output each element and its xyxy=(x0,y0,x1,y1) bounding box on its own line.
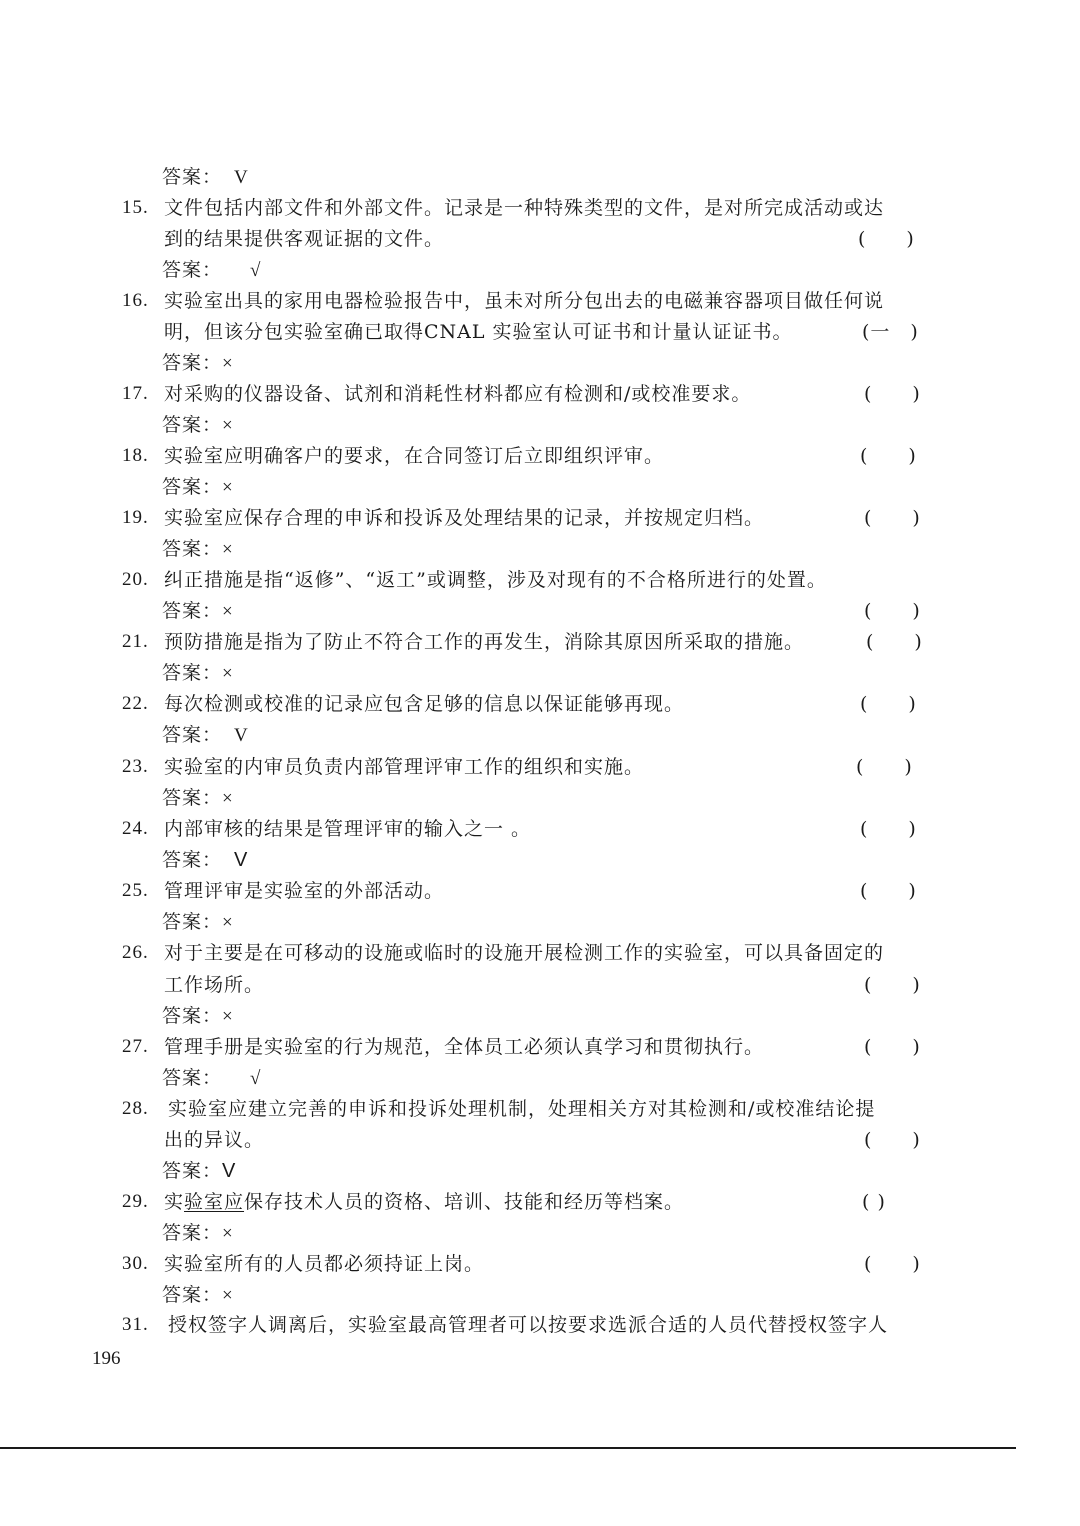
answer-22 xyxy=(162,722,249,749)
answer-26 xyxy=(162,1003,234,1030)
answer-label: 答案： xyxy=(162,1284,223,1306)
answer-mark: √ xyxy=(250,260,262,281)
question-number: 23. xyxy=(122,756,149,777)
answer-29 xyxy=(162,1220,234,1247)
answer-blank: ( ) xyxy=(860,693,917,715)
question-number: 30. xyxy=(122,1253,149,1274)
answer-label: 答案： xyxy=(162,166,223,188)
answer-label: 答案： xyxy=(162,259,223,281)
answer-blank: ( ) xyxy=(862,1191,886,1213)
answer-blank: ( ) xyxy=(864,1253,921,1275)
question-text: 实验室所有的人员都必须持证上岗。 xyxy=(164,1253,485,1275)
question-number: 18. xyxy=(122,445,149,466)
answer-mark: × xyxy=(222,912,234,933)
question-text: 实验室应建立完善的申诉和投诉处理机制，处理相关方对其检测和/或校准结论提 xyxy=(168,1098,876,1120)
answer-mark: × xyxy=(222,1006,234,1027)
question-number: 29. xyxy=(122,1191,149,1212)
question-text-continued: 出的异议。 xyxy=(164,1129,265,1151)
answer-blank: ( ) xyxy=(864,974,921,996)
question-number: 17. xyxy=(122,383,149,404)
question-number: 28. xyxy=(122,1098,149,1119)
answer-27 xyxy=(162,1065,261,1092)
answer-label: 答案： xyxy=(162,1160,223,1182)
question-text: 实验室的内审员负责内部管理评审工作的组织和实施。 xyxy=(164,756,645,778)
answer-mark: × xyxy=(222,663,234,684)
answer-17 xyxy=(162,412,234,439)
answer-mark: × xyxy=(222,1285,234,1306)
answer-mark: × xyxy=(222,601,234,622)
answer-blank: ( ) xyxy=(860,880,917,902)
answer-mark: × xyxy=(222,1223,234,1244)
answer-blank: ( ) xyxy=(858,228,915,250)
answer-mark: × xyxy=(222,539,234,560)
question-number: 26. xyxy=(122,942,149,963)
question-text: 管理评审是实验室的外部活动。 xyxy=(164,880,445,902)
answer-label: 答案： xyxy=(162,1067,223,1089)
underlined-text: 验室应 xyxy=(184,1191,245,1213)
question-number: 31. xyxy=(122,1314,149,1335)
answer-label: 答案： xyxy=(162,476,223,498)
answer-blank: ( ) xyxy=(864,600,921,622)
answer-28 xyxy=(162,1158,236,1184)
answer-24 xyxy=(162,847,248,873)
answer-mark: × xyxy=(222,353,234,374)
answer-blank: (一 ) xyxy=(862,321,919,343)
question-number: 15. xyxy=(122,197,149,218)
answer-15 xyxy=(162,257,261,284)
question-number: 22. xyxy=(122,693,149,714)
footer-rule xyxy=(0,1447,1016,1449)
question-number: 27. xyxy=(122,1036,149,1057)
answer-blank: ( ) xyxy=(860,818,917,840)
answer-blank: ( ) xyxy=(864,1129,921,1151)
answer-label: 答案： xyxy=(162,600,223,622)
answer-label: 答案： xyxy=(162,1005,223,1027)
question-text: 实验室应明确客户的要求，在合同签订后立即组织评审。 xyxy=(164,445,665,467)
question-text-part: 实 xyxy=(164,1191,185,1213)
answer-label: 答案： xyxy=(162,724,223,746)
answer-label: 答案： xyxy=(162,787,223,809)
question-text: 实验室应保存合理的申诉和投诉及处理结果的记录，并按规定归档。 xyxy=(164,507,765,529)
answer-blank: ( ) xyxy=(864,507,921,529)
answer-label: 答案： xyxy=(162,662,223,684)
question-number: 20. xyxy=(122,569,149,590)
question-text: 每次检测或校准的记录应包含足够的信息以保证能够再现。 xyxy=(164,693,685,715)
answer-30 xyxy=(162,1282,234,1309)
question-text: 预防措施是指为了防止不符合工作的再发生，消除其原因所采取的措施。 xyxy=(164,631,805,653)
answer-label: 答案： xyxy=(162,911,223,933)
answer-blank: ( ) xyxy=(866,631,923,653)
answer-mark: V xyxy=(234,167,249,188)
answer-25 xyxy=(162,909,234,936)
answer-18 xyxy=(162,474,234,501)
question-number: 16. xyxy=(122,290,149,311)
answer-14 xyxy=(162,164,249,191)
answer-16 xyxy=(162,350,234,377)
question-text xyxy=(164,1189,684,1215)
question-text: 管理手册是实验室的行为规范，全体员工必须认真学习和贯彻执行。 xyxy=(164,1036,765,1058)
answer-23 xyxy=(162,785,234,812)
answer-label: 答案： xyxy=(162,1222,223,1244)
answer-mark: V xyxy=(234,849,249,871)
question-number: 19. xyxy=(122,507,149,528)
answer-mark: V xyxy=(222,1160,237,1182)
question-number: 24. xyxy=(122,818,149,839)
answer-blank: ( ) xyxy=(864,383,921,405)
question-text: 内部审核的结果是管理评审的输入之一 。 xyxy=(164,818,532,840)
question-text: 对于主要是在可移动的设施或临时的设施开展检测工作的实验室，可以具备固定的 xyxy=(164,942,885,964)
question-text-part: 保存技术人员的资格、培训、技能和经历等档案。 xyxy=(244,1191,685,1213)
question-text: 授权签字人调离后，实验室最高管理者可以按要求选派合适的人员代替授权签字人 xyxy=(168,1314,889,1336)
answer-label: 答案： xyxy=(162,352,223,374)
question-number: 21. xyxy=(122,631,149,652)
answer-mark: × xyxy=(222,415,234,436)
question-text-continued: 明，但该分包实验室确已取得CNAL 实验室认可证书和计量认证证书。 xyxy=(164,321,793,343)
answer-21 xyxy=(162,660,234,687)
answer-label: 答案： xyxy=(162,538,223,560)
answer-blank: ( ) xyxy=(864,1036,921,1058)
question-text: 对采购的仪器设备、试剂和消耗性材料都应有检测和/或校准要求。 xyxy=(164,383,752,405)
answer-mark: × xyxy=(222,477,234,498)
question-number: 25. xyxy=(122,880,149,901)
question-text: 文件包括内部文件和外部文件。记录是一种特殊类型的文件，是对所完成活动或达 xyxy=(164,197,885,219)
answer-blank: ( ) xyxy=(860,445,917,467)
question-text: 实验室出具的家用电器检验报告中，虽未对所分包出去的电磁兼容器项目做任何说 xyxy=(164,290,885,312)
question-text-continued: 工作场所。 xyxy=(164,974,265,996)
question-text: 纠正措施是指“返修”、“返工”或调整，涉及对现有的不合格所进行的处置。 xyxy=(164,569,827,591)
page-number: 196 xyxy=(92,1348,121,1369)
answer-blank: ( ) xyxy=(856,756,913,778)
answer-mark: √ xyxy=(250,1068,262,1089)
question-text-continued: 到的结果提供客观证据的文件。 xyxy=(164,228,445,250)
answer-19 xyxy=(162,536,234,563)
answer-label: 答案： xyxy=(162,849,223,871)
answer-label: 答案： xyxy=(162,414,223,436)
answer-mark: × xyxy=(222,788,234,809)
answer-mark: V xyxy=(234,725,249,746)
